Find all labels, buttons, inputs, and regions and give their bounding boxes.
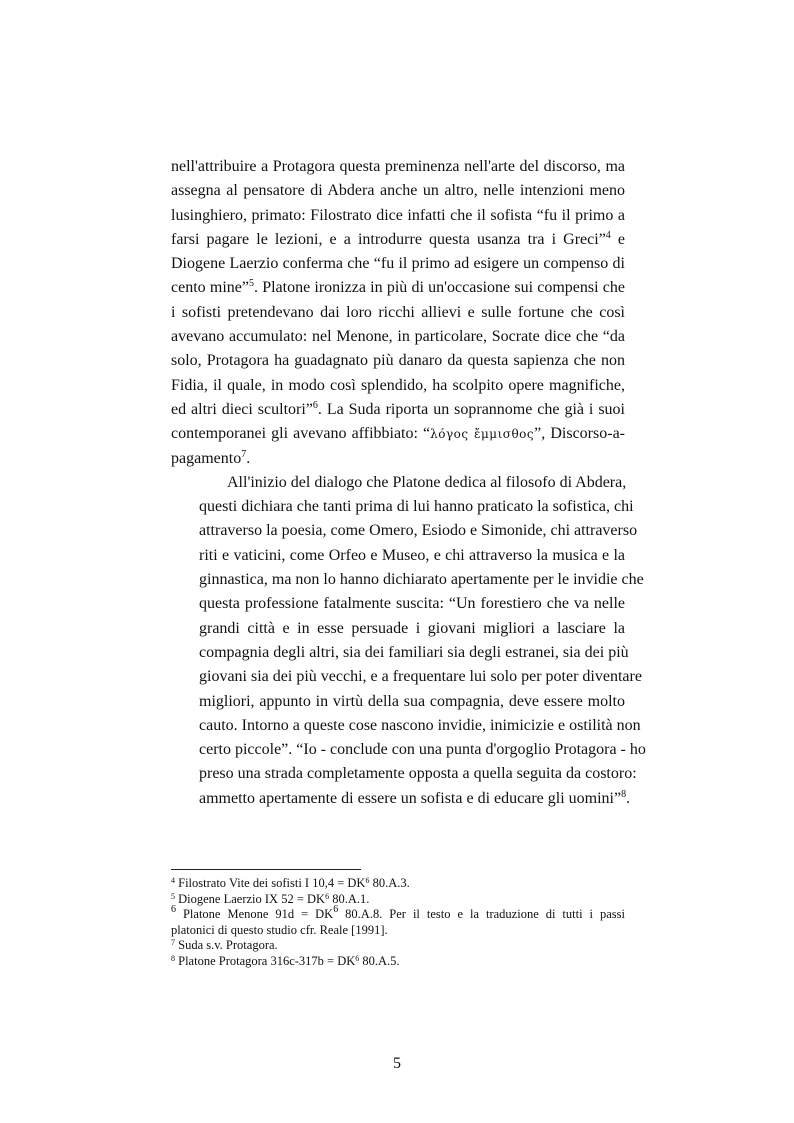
- footnote-text: 80.A.3.: [369, 876, 410, 890]
- footnote-number: 6: [171, 904, 176, 915]
- text-line: [171, 398, 625, 422]
- footnote-sup: 6: [325, 891, 330, 901]
- footnote-text: 80.A.8. Per il testo e la traduzione di tutti i passi: [338, 907, 625, 921]
- footnote-text: Diogene Laerzio IX 52 = DK: [175, 891, 326, 906]
- footnote-number: 7: [171, 938, 175, 947]
- text-line: i sofisti pretendevano dai loro ricchi allievi e sulle fortune che così: [171, 303, 625, 321]
- footnote-ref[interactable]: 6: [312, 399, 318, 411]
- text-line: riti e vaticini, come Orfeo e Museo, e chi attraverso la musica e la: [199, 546, 625, 564]
- footnote-4: [171, 876, 625, 892]
- text-line: [171, 422, 625, 446]
- text-line: nell'attribuire a Protagora questa preminenza nell'arte del discorso, ma: [171, 158, 625, 175]
- text-segment: cento mine”: [171, 279, 249, 297]
- text-line: certo piccole”. “Io - conclude con una punta d'orgoglio Protagora - ho: [199, 741, 646, 759]
- footnote-text: 80.A.5.: [359, 953, 400, 968]
- footnote-text: Platone Protagora 316c-317b = DK: [175, 953, 356, 968]
- text-line: cauto. Intorno a queste cose nascono invidie, inimicizie e ostilità non: [199, 716, 641, 734]
- text-line: All'inizio del dialogo che Platone dedica al filosofo di Abdera,: [227, 473, 627, 491]
- text-line: [171, 276, 625, 300]
- text-line: ginnastica, ma non lo hanno dichiarato apertamente per le invidie che: [199, 571, 644, 589]
- text-segment: . Platone ironizza in più di un'occasione sui compensi che: [253, 279, 625, 297]
- text-line: Diogene Laerzio conferma che “fu il primo ad esigere un compenso di: [171, 255, 625, 273]
- text-segment: contemporanei gli avevano affibbiato: “: [171, 425, 431, 443]
- greek-phrase: λόγος ἔμμισθος: [430, 427, 535, 442]
- text-line: avevano accumulato: nel Menone, in particolare, Socrate dice che “da: [171, 328, 625, 346]
- text-line: questi dichiara che tanti prima di lui hanno praticato la sofistica, chi: [199, 498, 634, 516]
- footnote-sup: 6: [333, 904, 339, 915]
- text-line: assegna al pensatore di Abdera anche un altro, nelle intenzioni meno: [171, 182, 625, 200]
- paragraph-2: [171, 471, 646, 811]
- text-line: lusinghiero, primato: Filostrato dice infatti che il sofista “fu il primo a: [171, 206, 625, 224]
- footnote-ref[interactable]: 7: [241, 448, 247, 460]
- footnote-number: 8: [171, 953, 175, 963]
- footnotes: [171, 876, 625, 969]
- text-line: attraverso la poesia, come Omero, Esiodo e Simonide, chi attraverso: [199, 522, 638, 540]
- text-segment: .: [626, 789, 631, 807]
- footnote-ref[interactable]: 8: [621, 788, 627, 800]
- footnote-text: Platone Menone 91d = DK: [176, 907, 334, 921]
- text-segment: ed altri dieci scultori”: [171, 400, 313, 418]
- text-line: [171, 787, 631, 811]
- footnote-7: [171, 938, 625, 954]
- footnote-ref[interactable]: 4: [605, 229, 611, 241]
- footnote-number: 4: [171, 876, 175, 885]
- footnote-text: Suda s.v. Protagora.: [175, 938, 278, 952]
- text-line: migliori, appunto in virtù della sua compagnia, deve essere molto: [199, 692, 625, 710]
- footnote-text: 80.A.1.: [329, 891, 370, 906]
- text-line: giovani sia dei più vecchi, e a frequentare lui solo per poter diventare: [199, 668, 642, 686]
- text-line: solo, Protagora ha guadagnato più danaro da questa sapienza che non: [171, 352, 625, 370]
- text-segment: farsi pagare le lezioni, e a introdurre questa usanza tra i Greci”: [171, 230, 606, 248]
- text-line: grandi città e in esse persuade i giovani migliori a lasciare la: [199, 619, 625, 637]
- footnote-sup: 6: [365, 876, 370, 885]
- text-line: [171, 228, 625, 252]
- text-segment: . La Suda riporta un soprannome che già i suoi: [317, 400, 625, 418]
- footnote-text: Filostrato Vite dei sofisti I 10,4 = DK: [175, 876, 366, 890]
- footnote-separator: [171, 869, 361, 870]
- text-segment: e: [610, 230, 625, 248]
- text-segment: ”, Discorso-a-: [534, 425, 625, 443]
- text-segment: pagamento: [171, 449, 242, 467]
- footnote-sup: 6: [355, 953, 360, 963]
- text-line: Fidia, il quale, in modo così splendido, ha scolpito opere magnifiche,: [171, 376, 625, 394]
- text-line: [171, 447, 625, 471]
- footnote-5: [171, 892, 625, 908]
- text-segment: ammetto apertamente di essere un sofista e di educare gli uomini”: [199, 789, 622, 807]
- text-segment: .: [246, 449, 251, 467]
- footnote-ref[interactable]: 5: [248, 278, 254, 290]
- text-line: preso una strada completamente opposta a quella seguita da costoro:: [199, 765, 637, 783]
- footnote-6: [171, 904, 625, 923]
- footnote-number: 5: [171, 891, 175, 901]
- paragraph-1: [171, 155, 625, 471]
- footnote-8: [171, 954, 625, 970]
- text-line: compagnia degli altri, sia dei familiari sia degli estranei, sia dei più: [199, 643, 629, 661]
- page-number: 5: [393, 1055, 401, 1072]
- footnote-6-continuation: platonici di questo studio cfr. Reale [1991].: [171, 922, 388, 937]
- main-text: [171, 155, 646, 811]
- text-line: questa professione fatalmente suscita: “Un forestiero che va nelle: [199, 595, 625, 613]
